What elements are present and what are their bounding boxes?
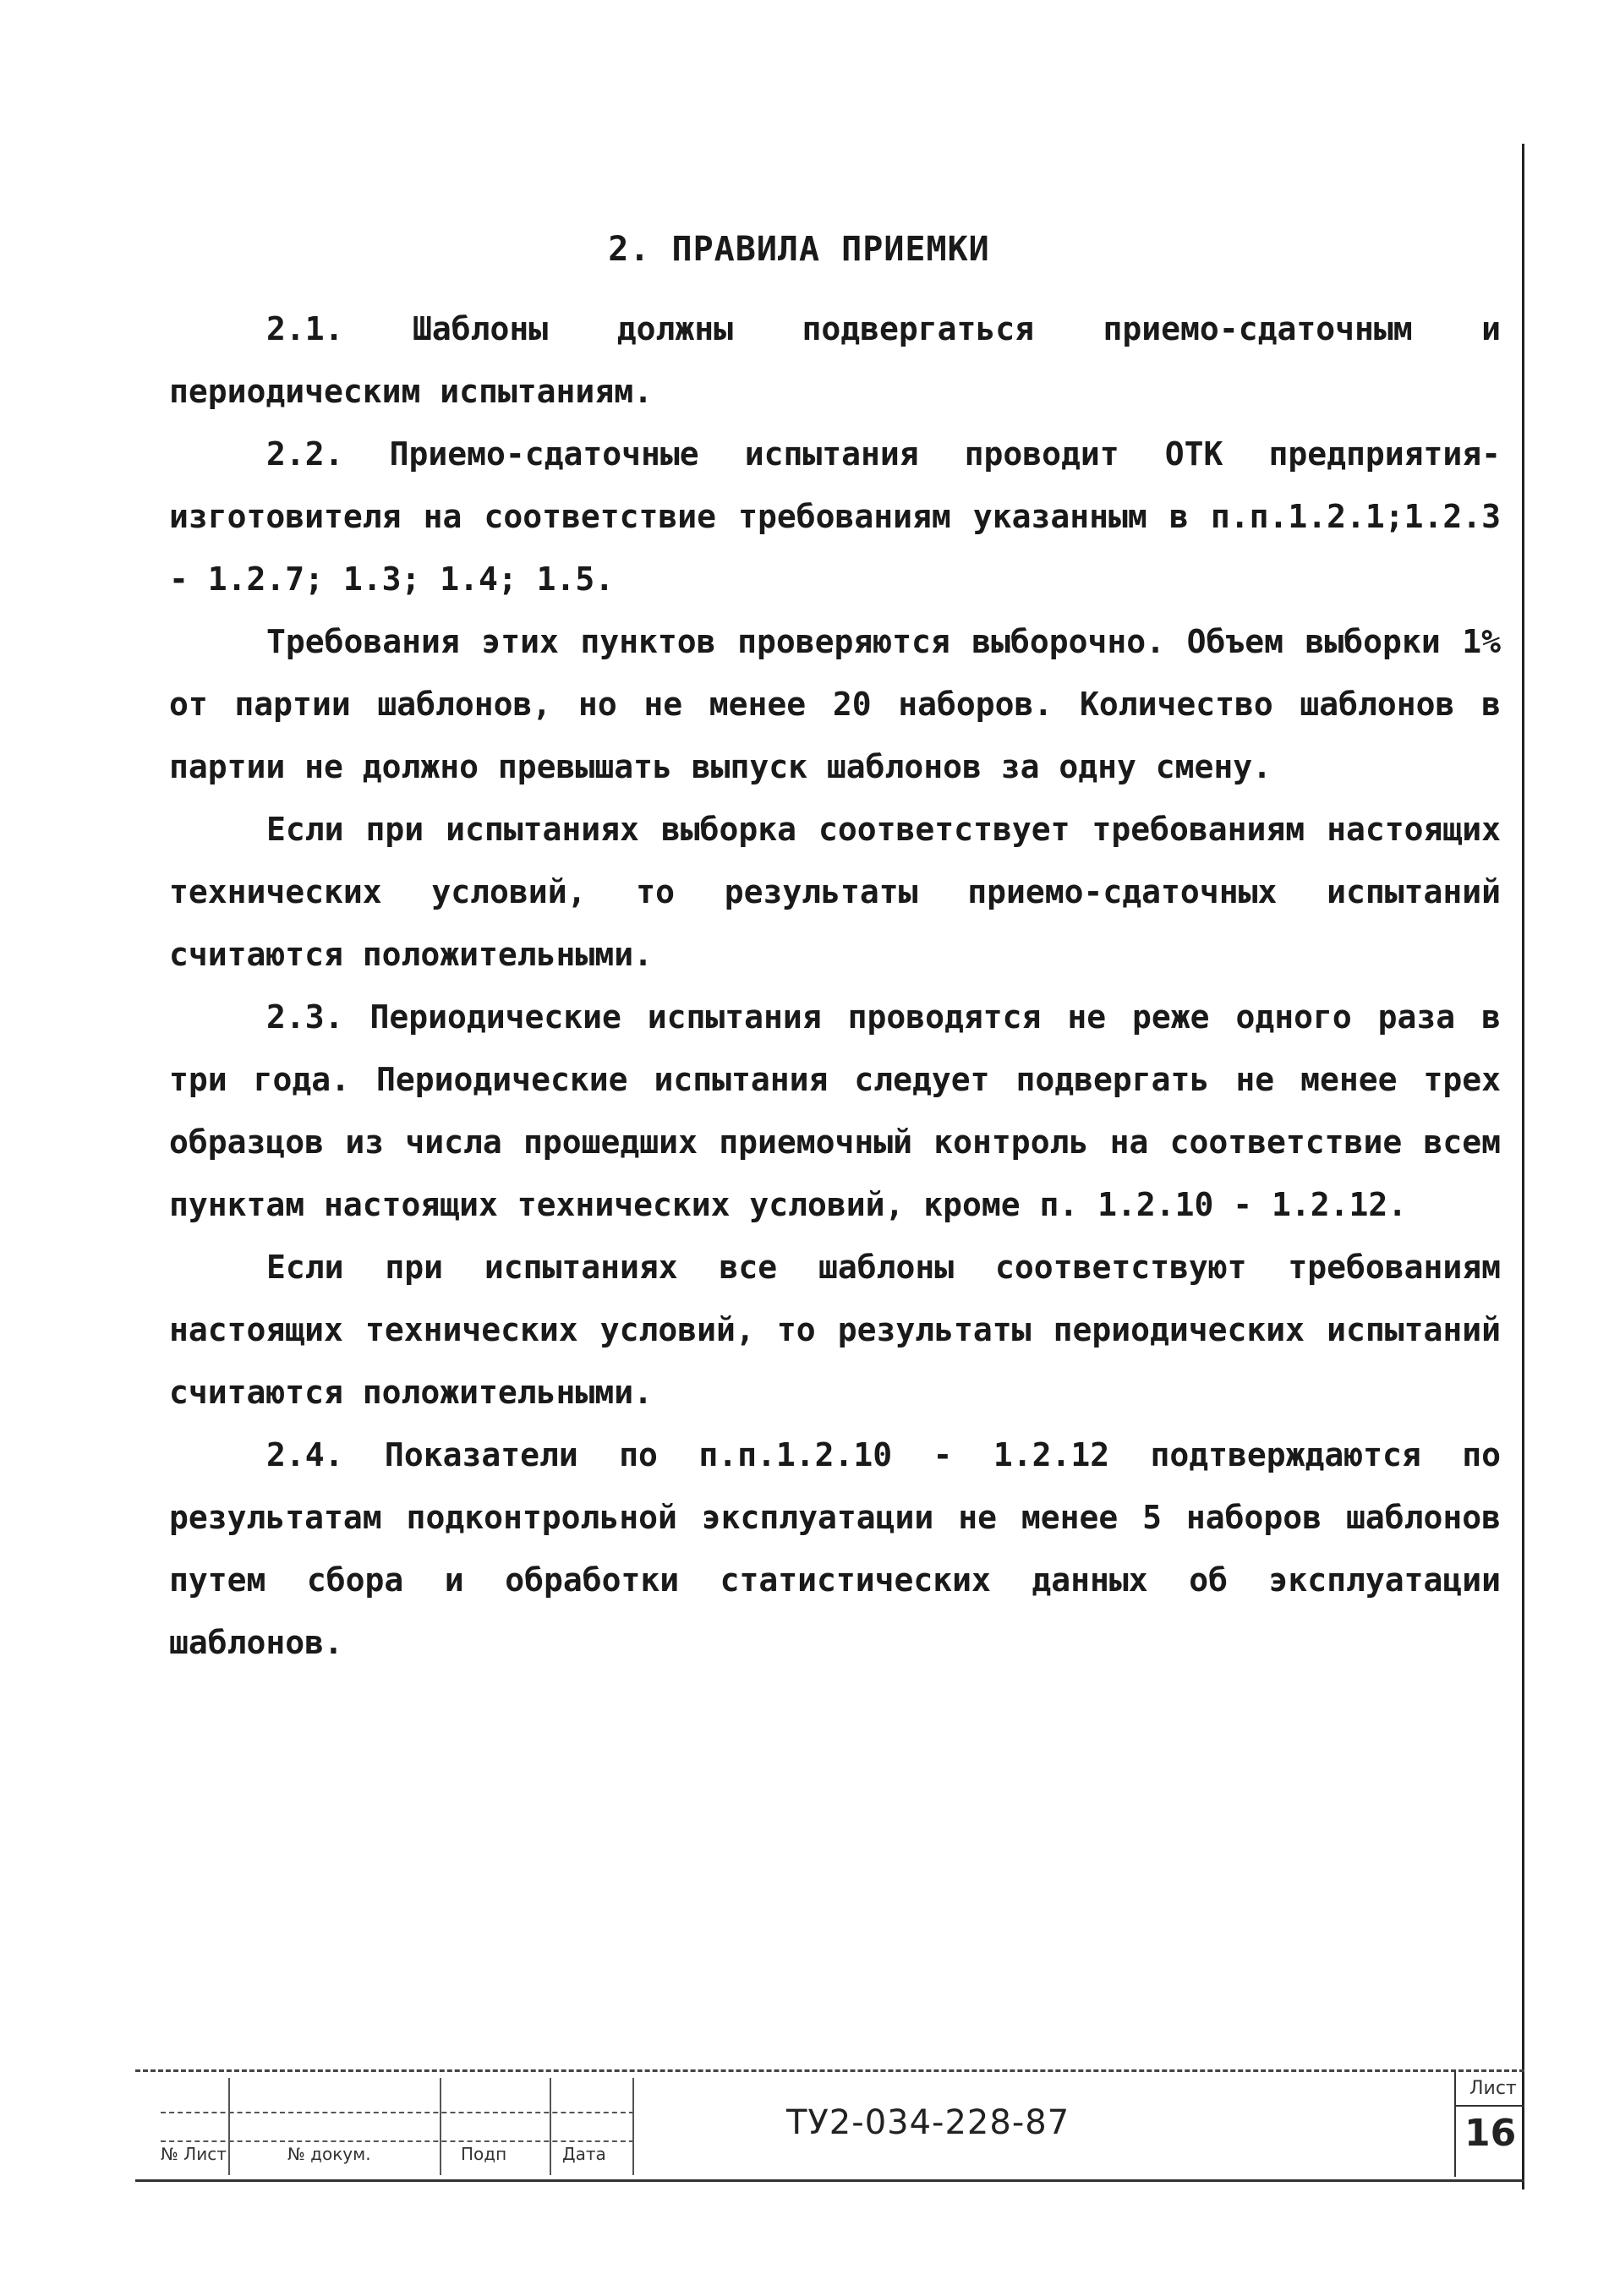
title-block-column-divider xyxy=(632,2078,634,2175)
title-block xyxy=(135,2063,1524,2185)
document-code: ТУ2-034-228-87 xyxy=(786,2103,1070,2142)
paragraph-2-2: 2.2. Приемо-сдаточные испытания проводит ОТК предприятия-изготовителя на соответствие требованиям указанным в п.п.1.2.1;1.2.3 - 1.2.7; 1.3; 1.4; 1.5. xyxy=(169,435,1501,598)
title-block-label-sheet-no: № Лист xyxy=(161,2144,227,2164)
title-block-top-line xyxy=(135,2069,1524,2072)
title-block-label-date: Дата xyxy=(562,2144,606,2164)
paragraph-2-1: 2.1. Шаблоны должны подвергаться приемо-сдаточным и периодическим испытаниям. xyxy=(169,310,1501,410)
section-body xyxy=(169,298,1501,1674)
page-frame-right-border xyxy=(1522,144,1524,2189)
title-block-column-divider xyxy=(440,2078,441,2175)
paragraph-sampling-requirements: Требования этих пунктов проверяются выборочно. Объем выборки 1% от партии шаблонов, но не менее 20 наборов. Количество шаблонов в партии не должно превышать выпуск шаблонов за одну смену. xyxy=(169,623,1501,785)
title-block-bottom-line xyxy=(135,2179,1524,2182)
title-block-column-divider xyxy=(228,2078,230,2175)
title-block-label-signature: Подп xyxy=(461,2144,507,2164)
paragraph-periodic-result: Если при испытаниях все шаблоны соответствуют требованиям настоящих технических условий, то результаты периодических испытаний считаются положительными. xyxy=(169,1249,1501,1411)
title-block-row-line xyxy=(161,2112,634,2113)
paragraph-2-4: 2.4. Показатели по п.п.1.2.10 - 1.2.12 подтверждаются по результатам подконтрольной эксплуатации не менее 5 наборов шаблонов путем сбора и обработки статистических данных об эксплуатации шаблонов. xyxy=(169,1436,1501,1661)
title-block-label-doc-no: № докум. xyxy=(287,2144,371,2164)
section-heading: 2. ПРАВИЛА ПРИЕМКИ xyxy=(608,230,990,269)
sheet-label: Лист xyxy=(1469,2078,1517,2099)
title-block-column-divider xyxy=(550,2078,551,2175)
paragraph-acceptance-result: Если при испытаниях выборка соответствует требованиям настоящих технических условий, то результаты приемо-сдаточных испытаний считаются положительными. xyxy=(169,811,1501,973)
sheet-number-divider xyxy=(1454,2105,1524,2107)
sheet-number: 16 xyxy=(1464,2112,1517,2155)
paragraph-2-3: 2.3. Периодические испытания проводятся не реже одного раза в три года. Периодические испытания следует подвергать не менее трех образцов из числа прошедших приемочный контроль на соответствие всем пунктам настоящих технических условий, кроме п. 1.2.10 - 1.2.12. xyxy=(169,998,1501,1223)
title-block-row-line xyxy=(161,2140,634,2142)
